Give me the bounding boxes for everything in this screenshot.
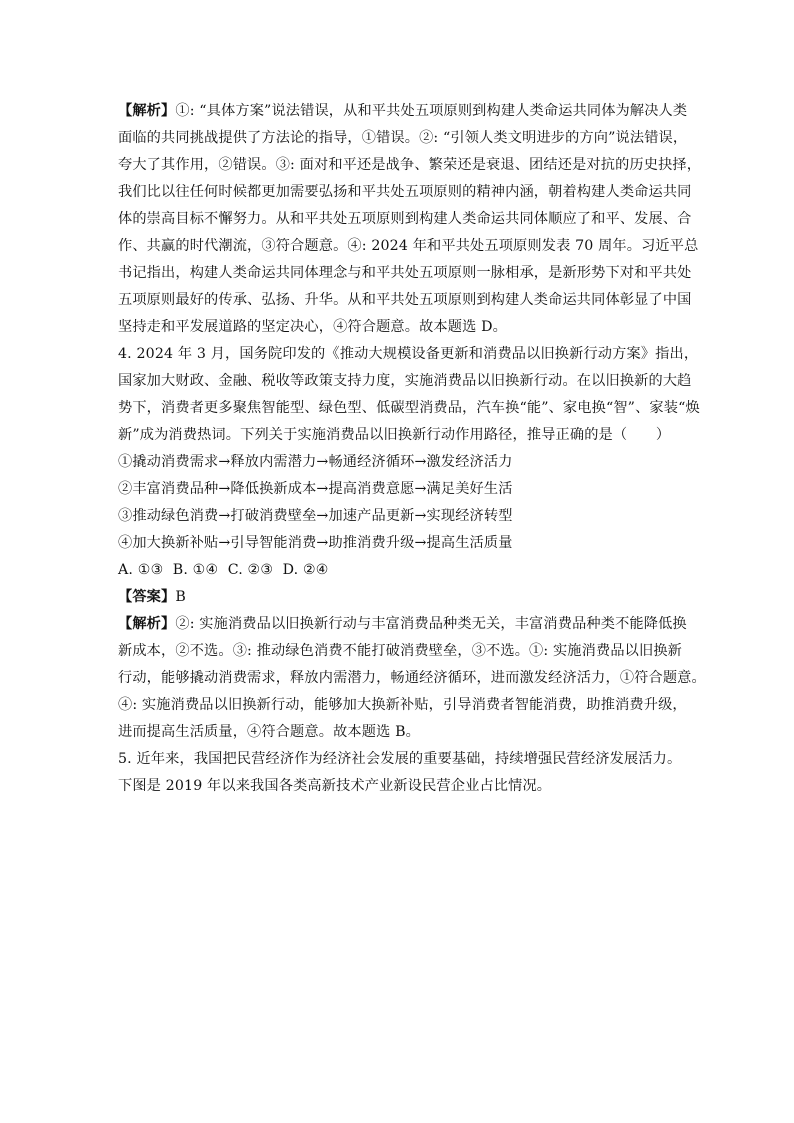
analysis-label: 【解析】: [118, 103, 176, 119]
analysis-q3-line-9: 坚持走和平发展道路的坚定决心，④符合题意。故本题选 D。: [118, 319, 507, 335]
analysis-q4-line-2: 新成本，②不选。③: 推动绿色消费不能打破消费壁垒，③不选。①: 实施消费品以旧换新: [118, 643, 683, 659]
analysis-q4-line-1: [118, 611, 687, 638]
analysis-q3-line-2: 面临的共同挑战提供了方法论的指导，①错误。②: “引领人类文明进步的方向”说法错误，: [118, 130, 688, 146]
analysis-text: ②: 实施消费品以旧换新行动与丰富消费品种类无关，丰富消费品种类不能降低换: [175, 616, 687, 632]
document-page: [118, 98, 706, 800]
statement-1: ①撬动消费需求→释放内需潜力→畅通经济循环→激发经济活力: [118, 454, 513, 470]
question-4-stem-line: 国家加大财政、金融、税收等政策支持力度，实施消费品以旧换新行动。在以旧换新的大趋: [118, 373, 692, 389]
answer-label: 【答案】: [118, 589, 176, 605]
analysis-q4-line-4: ④: 实施消费品以旧换新行动，能够加大换新补贴，引导消费者智能消费，助推消费升级，: [118, 697, 687, 713]
answer-value: B: [175, 589, 186, 605]
analysis-q3-line-7: 书记指出，构建人类命运共同体理念与和平共处五项原则一脉相承，是新形势下对和平共处: [118, 265, 692, 281]
statement-4: ④加大换新补贴→引导智能消费→助推消费升级→提高生活质量: [118, 535, 513, 551]
question-4-stem-line: 势下，消费者更多聚焦智能型、绿色型、低碳型消费品，汽车换“能”、家电换“智”、家装“焕: [118, 400, 700, 416]
question-5-stem-line: 5. 近年来，我国把民营经济作为经济社会发展的重要基础，持续增强民营经济发展活力。: [118, 751, 682, 767]
analysis-q3: [118, 98, 702, 341]
analysis-label: 【解析】: [118, 616, 176, 632]
statement-3: ③推动绿色消费→打破消费壁垒→加速产品更新→实现经济转型: [118, 508, 513, 524]
question-5-stem-line: 下图是 2019 年以来我国各类高新技术产业新设民营企业占比情况。: [118, 778, 552, 794]
answer-line: [118, 584, 684, 611]
question-4-stem-line: 新”成为消费热词。下列关于实施消费品以旧换新行动作用路径，推导正确的是（ ）: [118, 427, 671, 443]
analysis-q3-line-5: 体的崇高目标不懈努力。从和平共处五项原则到构建人类命运共同体顺应了和平、发展、合: [118, 211, 692, 227]
analysis-q3-line-6: 作、共赢的时代潮流，③符合题意。④: 2024 年和平共处五项原则发表 70 周年。习近平总: [118, 238, 699, 254]
analysis-q4-line-5: 进而提高生活质量，④符合题意。故本题选 B。: [118, 724, 420, 740]
question-4-stem-line: 4. 2024 年 3 月，国务院印发的《推动大规模设备更新和消费品以旧换新行动方案》指出，: [118, 346, 699, 362]
question-5: [118, 746, 684, 800]
analysis-q3-line-4: 我们比以往任何时候都更加需要弘扬和平共处五项原则的精神内涵，朝着构建人类命运共同: [118, 184, 692, 200]
analysis-q3-line-1: [118, 98, 688, 125]
analysis-q4-line-3: 行动，能够撬动消费需求，释放内需潜力，畅通经济循环，进而激发经济活力，①符合题意。: [118, 670, 706, 686]
question-4: [118, 341, 706, 746]
analysis-text: ①: “具体方案”说法错误，从和平共处五项原则到构建人类命运共同体为解决人类: [175, 103, 688, 119]
analysis-q3-line-8: 五项原则最好的传承、弘扬、升华。从和平共处五项原则到构建人类命运共同体彰显了中国: [118, 292, 692, 308]
analysis-q3-line-3: 夸大了其作用，②错误。③: 面对和平还是战争、繁荣还是衰退、团结还是对抗的历史抉择，: [118, 157, 702, 173]
answer-options: A. ①③ B. ①④ C. ②③ D. ②④: [118, 562, 329, 578]
statement-2: ②丰富消费品种→降低换新成本→提高消费意愿→满足美好生活: [118, 481, 513, 497]
